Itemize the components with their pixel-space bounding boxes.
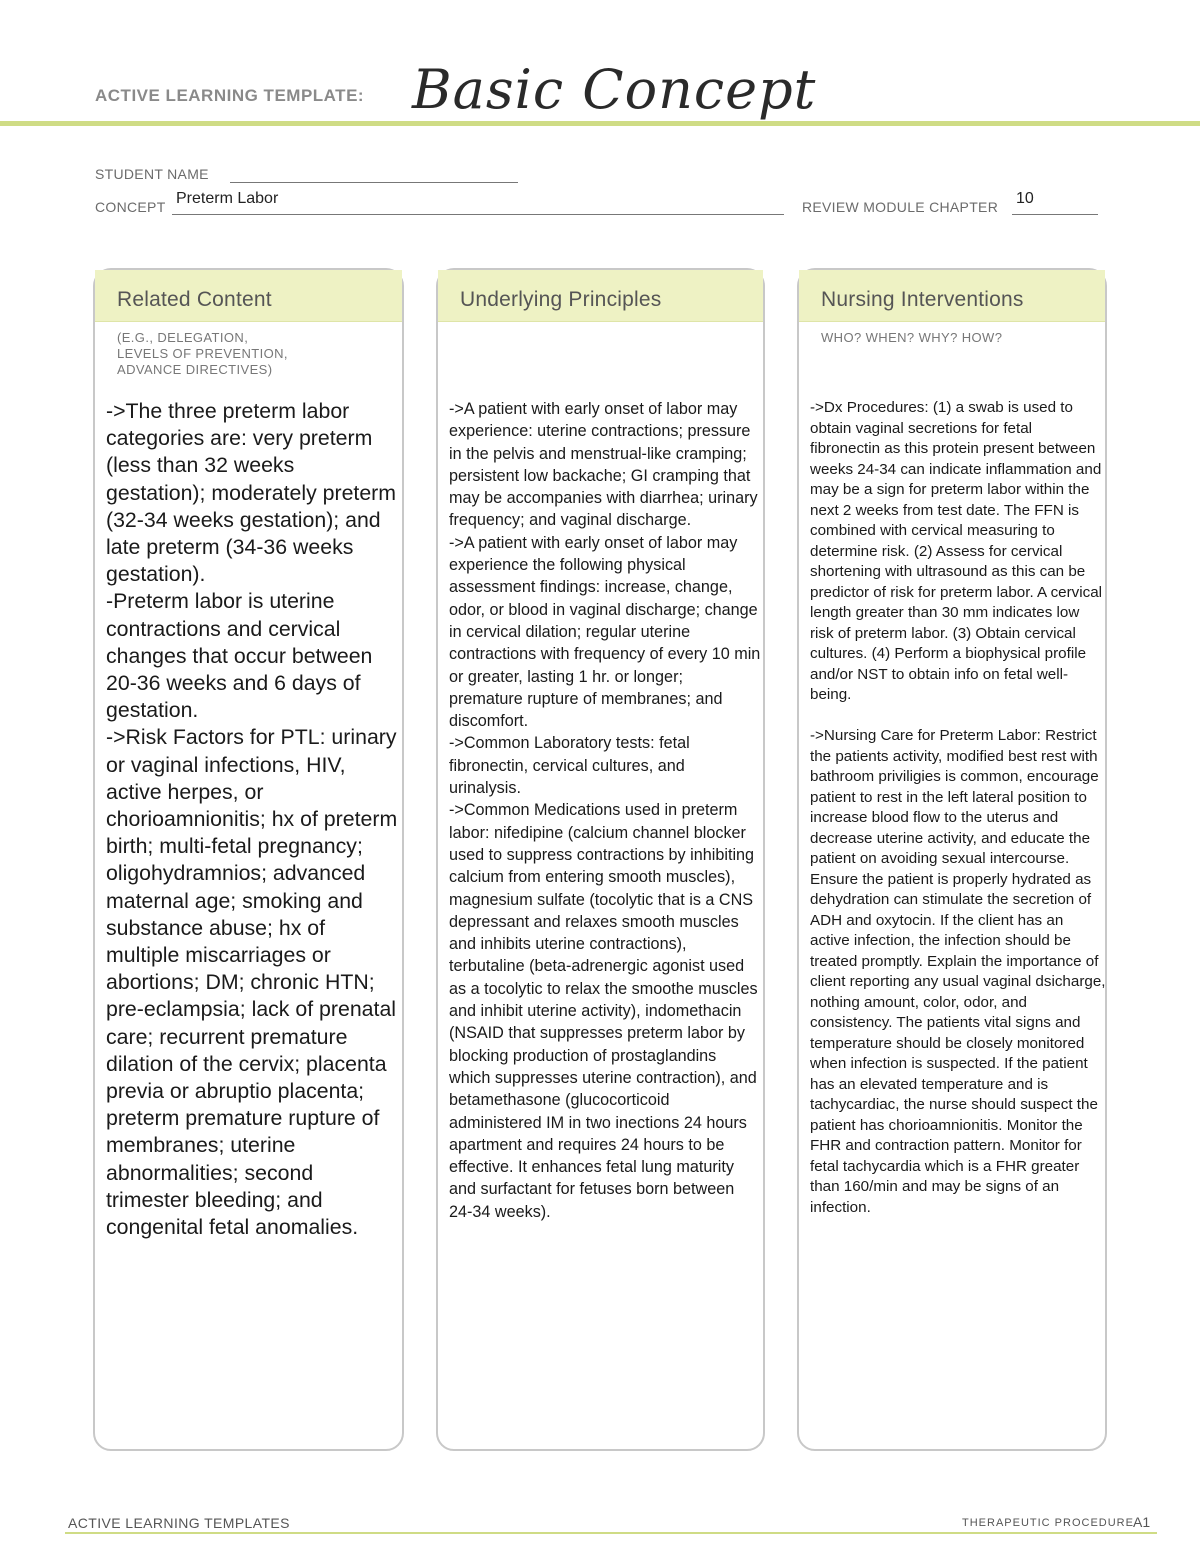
- underlying-principles-title: Underlying Principles: [438, 270, 763, 322]
- related-subtitle-line: (E.G., DELEGATION,: [117, 330, 249, 345]
- review-module-value: 10: [1016, 190, 1034, 207]
- review-module-label: REVIEW MODULE CHAPTER: [802, 199, 999, 215]
- footer-divider: [65, 1532, 1157, 1534]
- related-content-body[interactable]: ->The three preterm labor categories are: very preterm (less than 32 weeks gestation); moderately preterm (32-34 weeks gestation); and late preterm (34-36 weeks gestation). -Preterm labor is uterine contractions and cervical changes that occur between 20-36 weeks and 6 days of gestation. ->Risk Factors for PTL: urinary or vaginal infections, HIV, active herpes, or chorioamnionitis; hx of preterm birth; multi-fetal pregnancy; oligohydramnios; advanced maternal age; smoking and substance abuse; hx of multiple miscarriages or abortions; DM; chronic HTN; pre-eclampsia; lack of prenatal care; recurrent premature dilation of the cervix; placenta previa or abruptio placenta; preterm premature rupture of membranes; uterine abnormalities; second trimester bleeding; and congenital fetal anomalies.: [106, 399, 398, 1240]
- nursing-interventions-title: Nursing Interventions: [799, 270, 1105, 322]
- nursing-interventions-box: [797, 268, 1107, 1451]
- concept-value: Preterm Labor: [176, 190, 279, 207]
- nursing-interventions-subtitle: WHO? WHEN? WHY? HOW?: [821, 330, 1003, 345]
- review-module-field[interactable]: [1012, 214, 1098, 215]
- related-content-title: Related Content: [95, 270, 402, 322]
- concept-label: CONCEPT: [95, 199, 166, 215]
- footer-right-label: THERAPEUTIC PROCEDURE: [962, 1517, 1134, 1529]
- page-number: A1: [1133, 1514, 1151, 1530]
- page-title: Basic Concept: [412, 58, 817, 121]
- underlying-principles-body[interactable]: ->A patient with early onset of labor may experience: uterine contractions; pressure in the pelvis and menstrual-like cramping; persistent low backache; GI cramping that may be accompanies with diarrhea; urinary frequency; and vaginal discharge. ->A patient with early onset of labor may experience the following physical assessment findings: increase, change, odor, or blood in vaginal discharge; change in cervical dilation; regular uterine contractions with frequency of every 10 min or greater, lasting 1 hr. or longer; premature rupture of membranes; and discomfort. ->Common Laboratory tests: fetal fibronectin, cervical cultures, and urinalysis. ->Common Medications used in preterm labor: nifedipine (calcium channel blocker used to suppress contractions by inhibiting calcium from entering smooth muscles), magnesium sulfate (tocolytic that is a CNS depressant and relaxes smooth muscles and inhibits uterine contractions), terbutaline (beta-adrenergic agonist used as a tocolytic to relax the smoothe muscles and inhibit uterine activity), indomethacin (NSAID that suppresses preterm labor by blocking production of prostaglandins which suppresses uterine contraction), and betamethasone (glucocorticoid administered IM in two inections 24 hours apartment and requires 24 hours to be effective. It enhances fetal lung maturity and surfactant for fetuses born between 24-34 weeks).: [449, 400, 761, 1221]
- underlying-principles-box: [436, 268, 765, 1451]
- nursing-interventions-body[interactable]: ->Dx Procedures: (1) a swab is used to obtain vaginal secretions for fetal fibronectin as this protein present between weeks 24-34 can indicate inflammation and may be a sign for preterm labor within the next 2 weeks from test date. The FFN is combined with cervical measuring to determine risk. (2) Assess for cervical shortening with ultrasound as this can be predictor of risk for preterm labor. A cervical length greater than 30 mm indicates low risk of preterm labor. (3) Obtain cervical cultures. (4) Perform a biophysical profile and/or NST to obtain info on fetal well-being. ->Nursing Care for Preterm Labor: Restrict the patients activity, modified best rest with bathroom priviligies is common, encourage patient to rest in the left lateral position to increase blood flow to the uterus and decrease uterine activity, and educate the patient on avoiding sexual intercourse. Ensure the patient is properly hydrated as dehydration can stimulate the secretion of ADH and oxytocin. If the client has an active infection, the infection should be treated promptly. Explain the importance of client reporting any usual vaginal dsicharge, nothing amount, color, odor, and consistency. The patients vital signs and temperature should be closely monitored when infection is suspected. If the patient has an elevated temperature and is tachycardiac, the nurse should suspect the patient has chorioamnionitis. Monitor the FHR and contraction pattern. Monitor for fetal tachycardia which is a FHR greater than 160/min and may be signs of an infection.: [810, 399, 1106, 1216]
- related-subtitle-line: ADVANCE DIRECTIVES): [117, 362, 273, 377]
- footer-left-label: ACTIVE LEARNING TEMPLATES: [68, 1515, 290, 1531]
- student-name-field[interactable]: [230, 182, 518, 183]
- student-name-label: STUDENT NAME: [95, 166, 209, 182]
- related-subtitle-line: LEVELS OF PREVENTION,: [117, 346, 288, 361]
- template-label: ACTIVE LEARNING TEMPLATE:: [95, 86, 365, 105]
- concept-field[interactable]: [172, 214, 784, 215]
- related-content-box: [93, 268, 404, 1451]
- header-divider: [0, 121, 1200, 126]
- related-content-subtitle: [95, 322, 402, 378]
